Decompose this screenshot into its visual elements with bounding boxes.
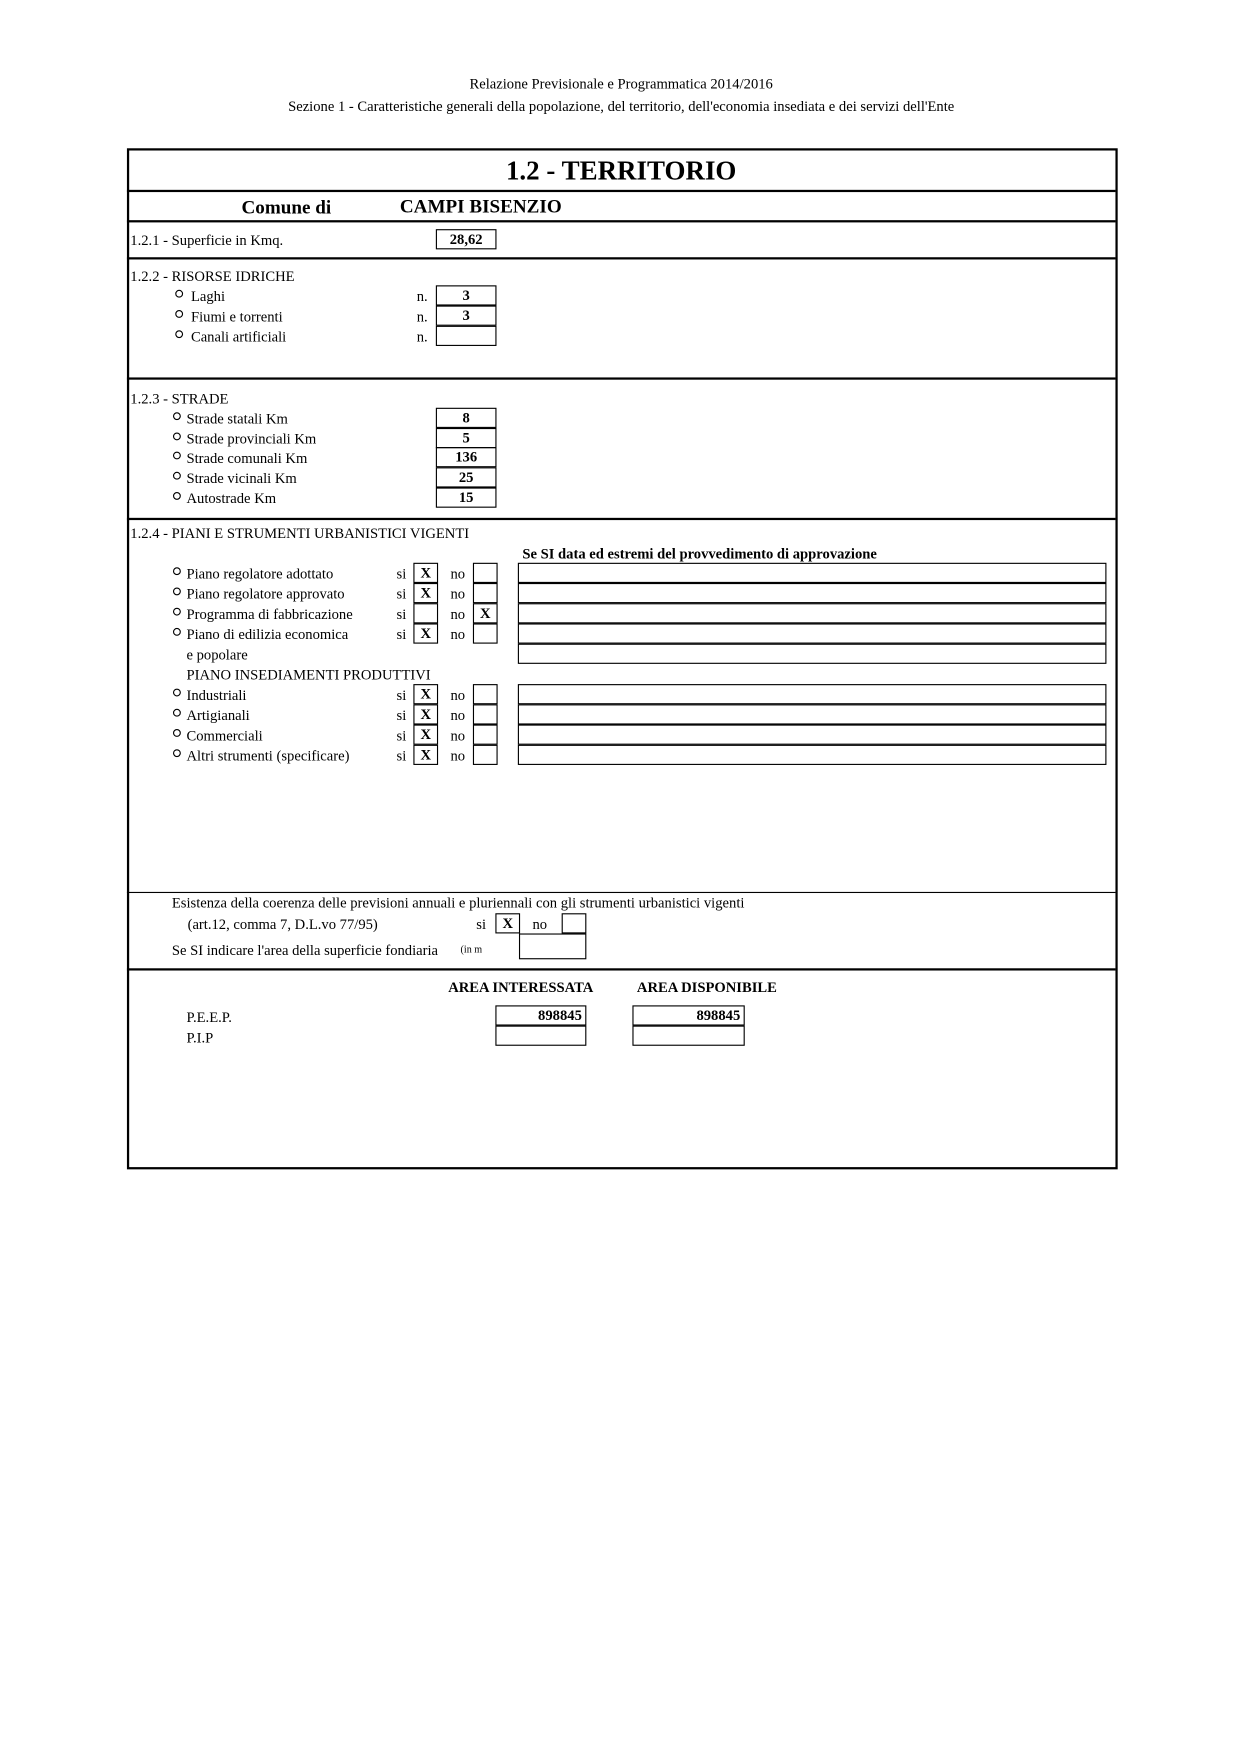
risorsa-label: Canali artificiali [190,328,287,345]
strade-label: 1.2.3 - STRADE [130,389,229,407]
no-label: no [450,605,466,623]
no-label: no [450,706,466,724]
no-checkbox[interactable]: X [473,603,498,623]
bullet-icon [175,290,183,298]
approval-field[interactable] [518,704,1107,724]
risorsa-label: Laghi [190,287,226,305]
si-checkbox[interactable]: X [413,725,438,745]
no-checkbox[interactable] [473,704,498,724]
area-interessata-value [495,1026,586,1046]
piano-label: Piano regolatore approvato [186,585,345,603]
bullet-icon [173,432,181,440]
no-label: no [450,726,466,744]
strada-value: 136 [436,447,497,467]
col-area-disponibile: AREA DISPONIBILE [636,978,777,996]
strada-value: 5 [436,428,497,448]
si-label: si [396,585,407,603]
no-label: no [450,565,466,582]
no-label: no [450,746,466,764]
area-disponibile-value [632,1026,744,1046]
bullet-icon [173,628,181,636]
si-checkbox[interactable]: X [413,745,438,765]
si-label: si [396,565,407,582]
approval-field[interactable] [518,563,1107,583]
superficie-value: 28,62 [436,229,497,249]
si-checkbox[interactable]: X [413,684,438,704]
coerenza-si-checkbox[interactable]: X [495,913,520,933]
si-label: si [396,726,407,744]
coerenza-no-label: no [532,915,548,933]
si-checkbox[interactable]: X [413,583,438,603]
area-row-label: P.I.P [186,1028,214,1046]
approval-field[interactable] [518,745,1107,765]
no-label: no [450,625,466,643]
divider [127,377,1116,379]
bullet-icon [173,567,181,575]
piano-label: Piano di edilizia economica [186,625,349,643]
strada-value: 15 [436,488,497,508]
approval-field[interactable] [518,623,1107,643]
piano-label: Altri strumenti (specificare) [186,746,350,764]
bullet-icon [173,749,181,757]
risorsa-value: 3 [436,285,497,305]
risorsa-unit: n. [416,307,428,325]
pip-label: PIANO INSEDIAMENTI PRODUTTIVI [186,666,431,683]
header-line2: Sezione 1 - Caratteristiche generali della popolazione, del territorio, dell'economia insediata e dei servizi dell'Ente [288,97,955,115]
divider [127,892,1116,893]
si-checkbox[interactable] [413,603,438,623]
strada-value: 25 [436,467,497,487]
divider [127,257,1116,259]
piani-label: 1.2.4 - PIANI E STRUMENTI URBANISTICI VIGENTI [130,524,470,542]
strada-label: Strade vicinali Km [186,469,297,487]
no-checkbox[interactable] [473,623,498,643]
si-checkbox[interactable]: X [413,704,438,724]
bullet-icon [173,412,181,420]
si-label: si [396,686,407,704]
coerenza-unit: (in m [460,943,483,955]
no-checkbox[interactable] [473,583,498,603]
si-label: si [396,746,407,764]
strada-label: Autostrade Km [186,489,277,507]
si-label: si [396,605,407,623]
si-label: si [396,706,407,724]
approval-field[interactable] [518,603,1107,623]
piano-label: Industriali [186,686,247,704]
no-checkbox[interactable] [473,684,498,704]
approval-field[interactable] [518,583,1107,603]
bullet-icon [173,492,181,500]
strada-label: Strade provinciali Km [186,430,317,448]
divider [127,518,1116,520]
no-checkbox[interactable] [473,563,498,583]
strada-label: Strade comunali Km [186,449,308,467]
si-checkbox[interactable]: X [413,623,438,643]
comune-label: Comune di [241,196,332,218]
bullet-icon [173,608,181,616]
bullet-icon [173,729,181,737]
coerenza-line2: (art.12, comma 7, D.L.vo 77/95) [187,915,378,933]
risorsa-value: 3 [436,306,497,326]
si-checkbox[interactable]: X [413,563,438,583]
header-line1: Relazione Previsionale e Programmatica 2014/2016 [469,75,773,93]
page-title: 1.2 - TERRITORIO [505,157,737,187]
area-interessata-value: 898845 [495,1005,586,1025]
coerenza-line1: Esistenza della coerenza delle previsioni annuali e pluriennali con gli strumenti urbanistici vigenti [171,894,745,911]
piani-continuation: e popolare [186,645,248,663]
superficie-label: 1.2.1 - Superficie in Kmq. [130,231,284,249]
piano-label: Programma di fabbricazione [186,605,353,623]
no-label: no [450,585,466,603]
no-label: no [450,686,466,704]
risorsa-label: Fiumi e torrenti [190,307,283,325]
area-row-label: P.E.E.P. [186,1008,232,1026]
divider [127,190,1116,192]
divider [127,968,1116,970]
strada-value: 8 [436,408,497,428]
superficie-fondiaria-field[interactable] [519,933,586,959]
risorse-label: 1.2.2 - RISORSE IDRICHE [130,267,295,285]
risorsa-unit: n. [416,328,428,345]
coerenza-no-checkbox[interactable] [562,913,587,933]
approval-field[interactable] [518,644,1107,664]
risorsa-unit: n. [416,287,428,305]
piani-note: Se SI data ed estremi del provvedimento di approvazione [522,544,877,562]
coerenza-si-label: si [476,915,487,933]
bullet-icon [173,689,181,697]
piano-label: Piano regolatore adottato [186,565,334,582]
no-checkbox[interactable] [473,745,498,765]
piano-label: Commerciali [186,726,263,744]
comune-value: CAMPI BISENZIO [399,195,562,217]
bullet-icon [175,310,183,318]
area-disponibile-value: 898845 [632,1005,744,1025]
si-label: si [396,625,407,643]
risorsa-value [436,326,497,346]
col-area-interessata: AREA INTERESSATA [448,978,594,996]
divider [127,220,1116,222]
piano-label: Artigianali [186,706,250,724]
bullet-icon [173,472,181,480]
bullet-icon [173,452,181,460]
approval-field[interactable] [518,684,1107,704]
bullet-icon [173,709,181,717]
approval-field[interactable] [518,725,1107,745]
coerenza-line3: Se SI indicare l'area della superficie fondiaria [171,941,439,959]
bullet-icon [175,330,183,338]
strada-label: Strade statali Km [186,410,288,427]
bullet-icon [173,587,181,595]
no-checkbox[interactable] [473,725,498,745]
